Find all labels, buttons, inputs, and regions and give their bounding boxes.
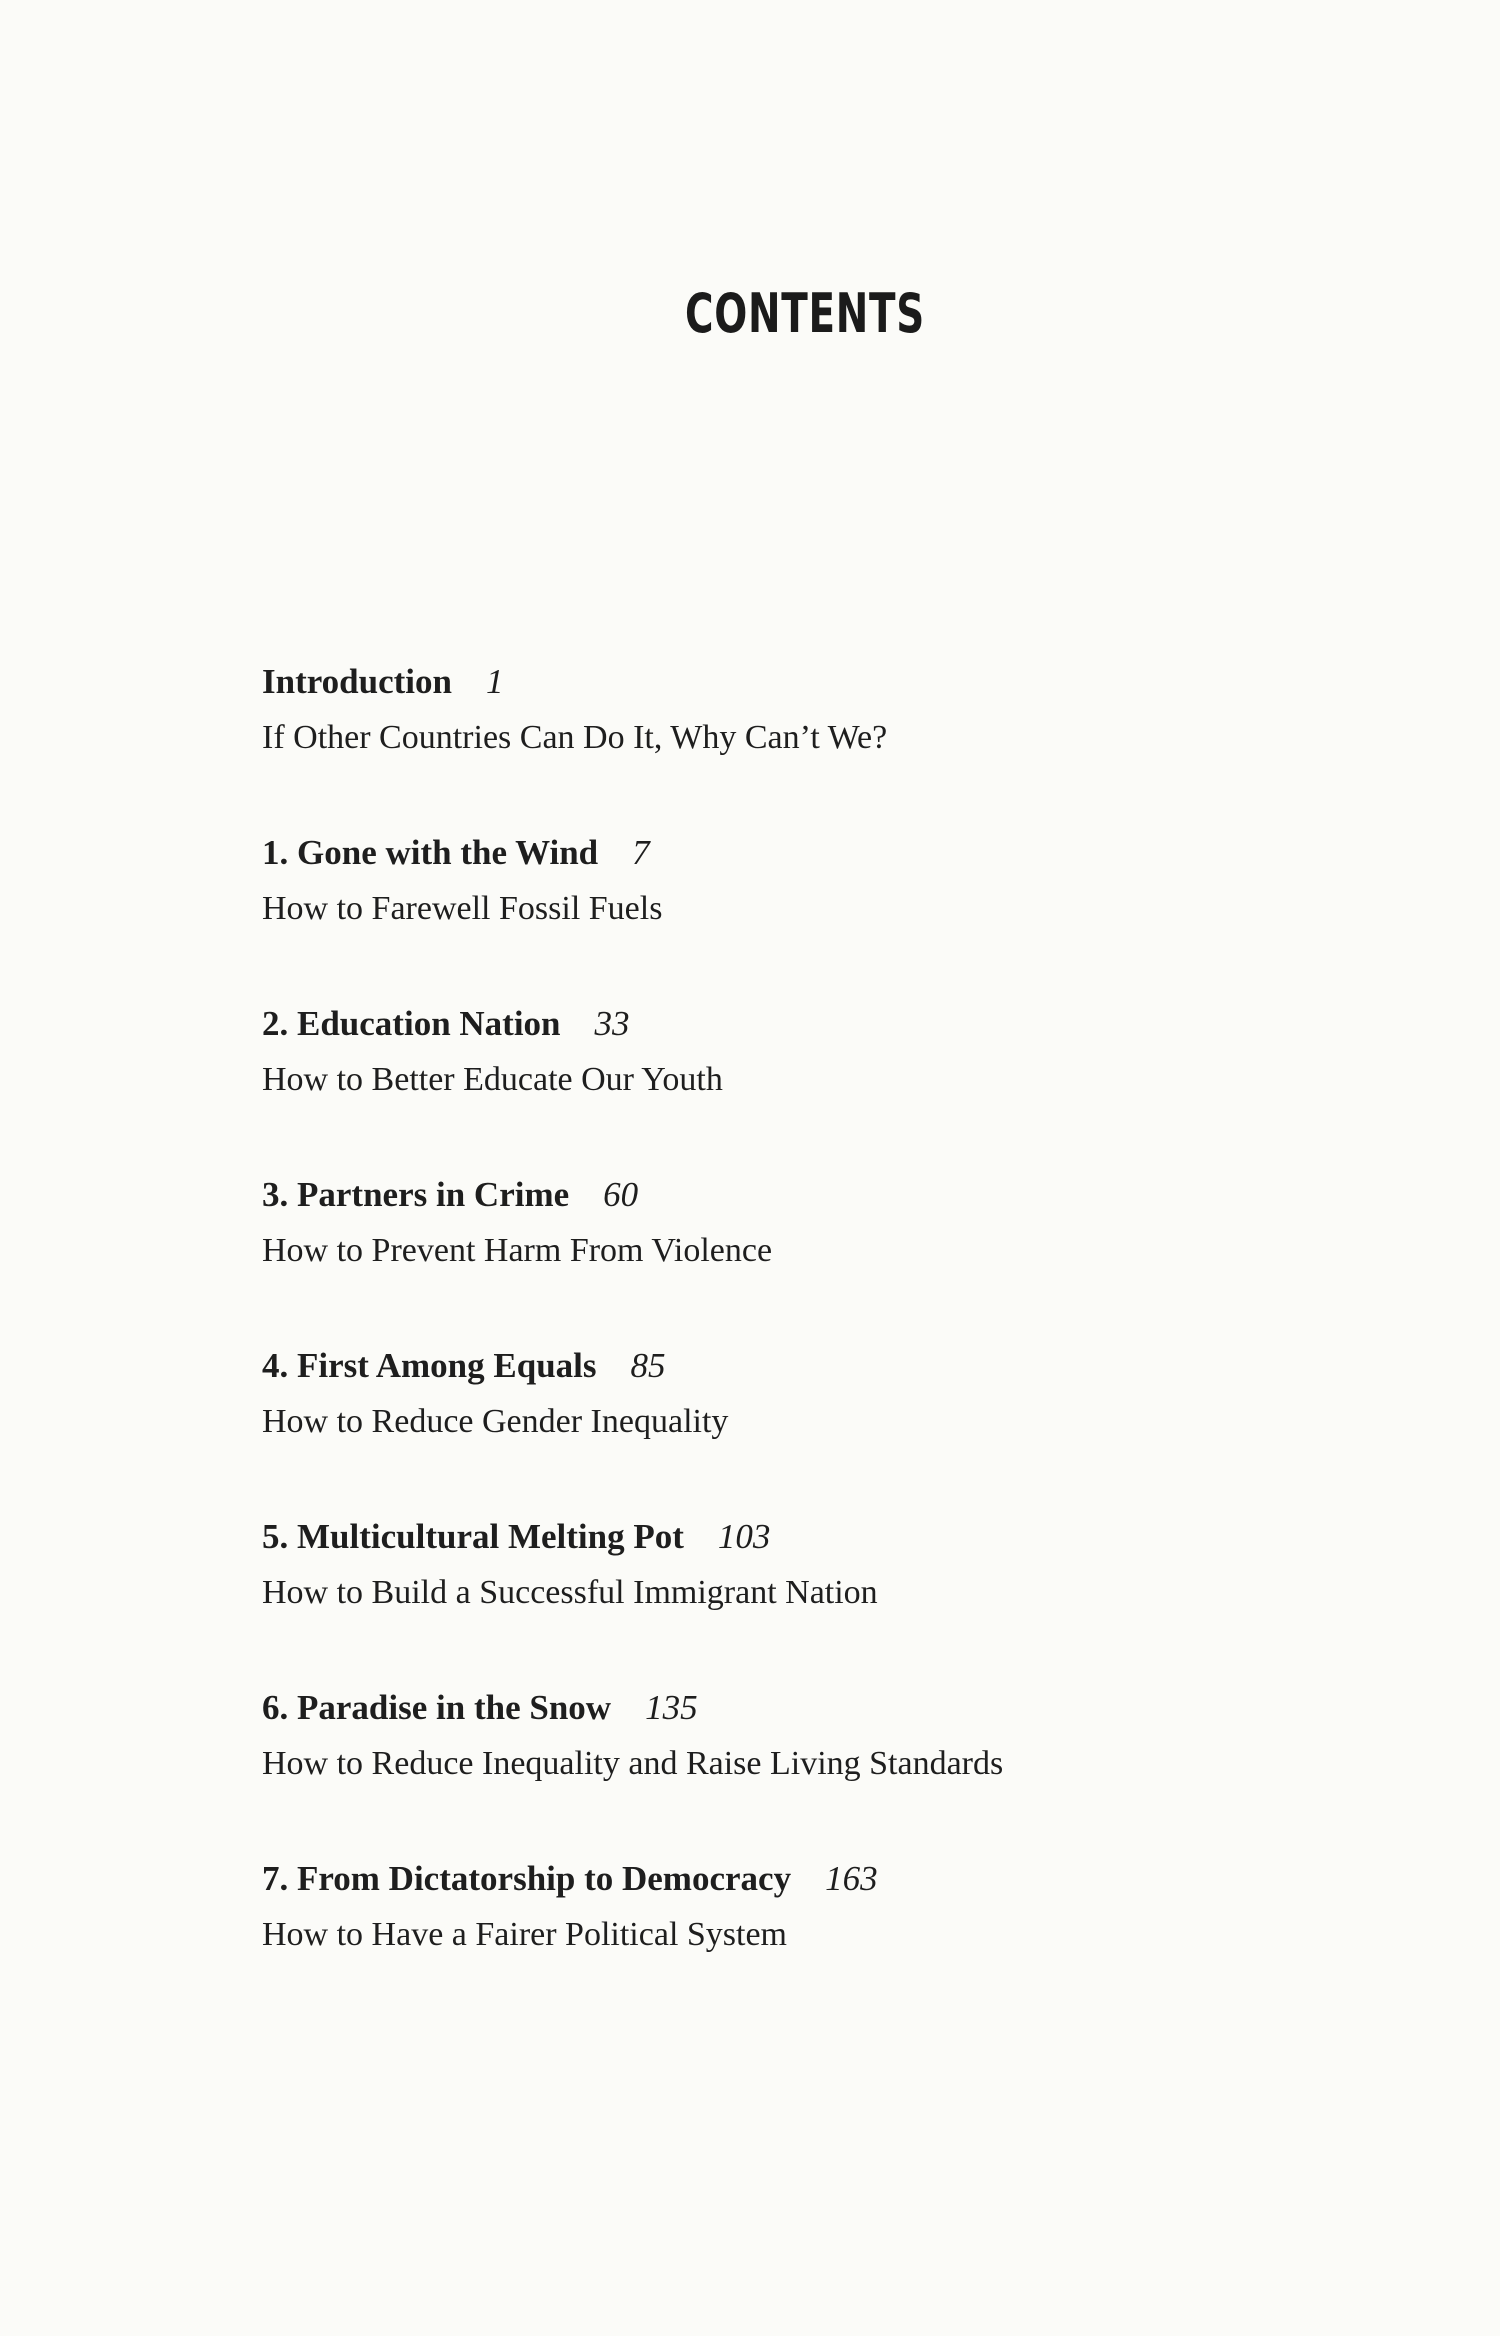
toc-entry-title-line — [262, 1853, 1262, 1905]
toc-entry-page-number: 135 — [645, 1688, 698, 1727]
toc-entry-title: 5. Multicultural Melting Pot — [262, 1517, 684, 1556]
toc-entry-page-number: 33 — [594, 1004, 630, 1043]
toc-entry-title: 3. Partners in Crime — [262, 1175, 570, 1214]
toc-entry-subtitle: How to Reduce Gender Inequality — [262, 1403, 729, 1440]
toc-entry-subtitle: How to Reduce Inequality and Raise Living Standards — [262, 1745, 1004, 1782]
toc-entry-subtitle: How to Have a Fairer Political System — [262, 1916, 788, 1953]
toc-entry-title-line — [262, 1511, 1262, 1563]
toc-entry-chapter-3 — [262, 1169, 1262, 1340]
toc-entry-title-line — [262, 656, 1262, 708]
toc-entry-page-number: 7 — [632, 833, 650, 872]
toc-entry-title: Introduction — [262, 662, 452, 701]
toc-entry-title: 4. First Among Equals — [262, 1346, 597, 1385]
toc-entry-chapter-1 — [262, 827, 1262, 998]
toc-entry-title: 1. Gone with the Wind — [262, 833, 599, 872]
toc-entry-title-line — [262, 1169, 1262, 1221]
page-title: CONTENTS — [684, 282, 926, 345]
toc-entry-chapter-4 — [262, 1340, 1262, 1511]
toc-entry-page-number: 103 — [717, 1517, 771, 1556]
toc-entry-title-line — [262, 1682, 1262, 1734]
toc-entry-title: 6. Paradise in the Snow — [262, 1688, 612, 1727]
toc-entry-subtitle: How to Prevent Harm From Violence — [262, 1232, 773, 1269]
toc-entry-chapter-5 — [262, 1511, 1262, 1682]
toc-entry-title-line — [262, 1340, 1262, 1392]
table-of-contents — [262, 656, 1262, 2024]
toc-entry-page-number: 163 — [825, 1859, 878, 1898]
toc-entry-subtitle: How to Farewell Fossil Fuels — [262, 890, 663, 927]
toc-entry-title: 2. Education Nation — [262, 1004, 561, 1043]
toc-entry-title-line — [262, 827, 1262, 879]
toc-entry-page-number: 1 — [485, 662, 504, 701]
toc-entry-subtitle: If Other Countries Can Do It, Why Can’t We? — [262, 719, 888, 756]
toc-entry-subtitle: How to Build a Successful Immigrant Nation — [262, 1574, 878, 1611]
toc-entry-introduction — [262, 656, 1262, 827]
toc-entry-page-number: 60 — [603, 1175, 639, 1214]
toc-entry-chapter-7 — [262, 1853, 1262, 2024]
toc-entry-page-number: 85 — [630, 1346, 666, 1385]
toc-entry-title-line — [262, 998, 1262, 1050]
toc-entry-subtitle: How to Better Educate Our Youth — [262, 1061, 723, 1098]
toc-entry-chapter-2 — [262, 998, 1262, 1169]
toc-entry-chapter-6 — [262, 1682, 1262, 1853]
toc-entry-title: 7. From Dictatorship to Democracy — [262, 1859, 792, 1898]
